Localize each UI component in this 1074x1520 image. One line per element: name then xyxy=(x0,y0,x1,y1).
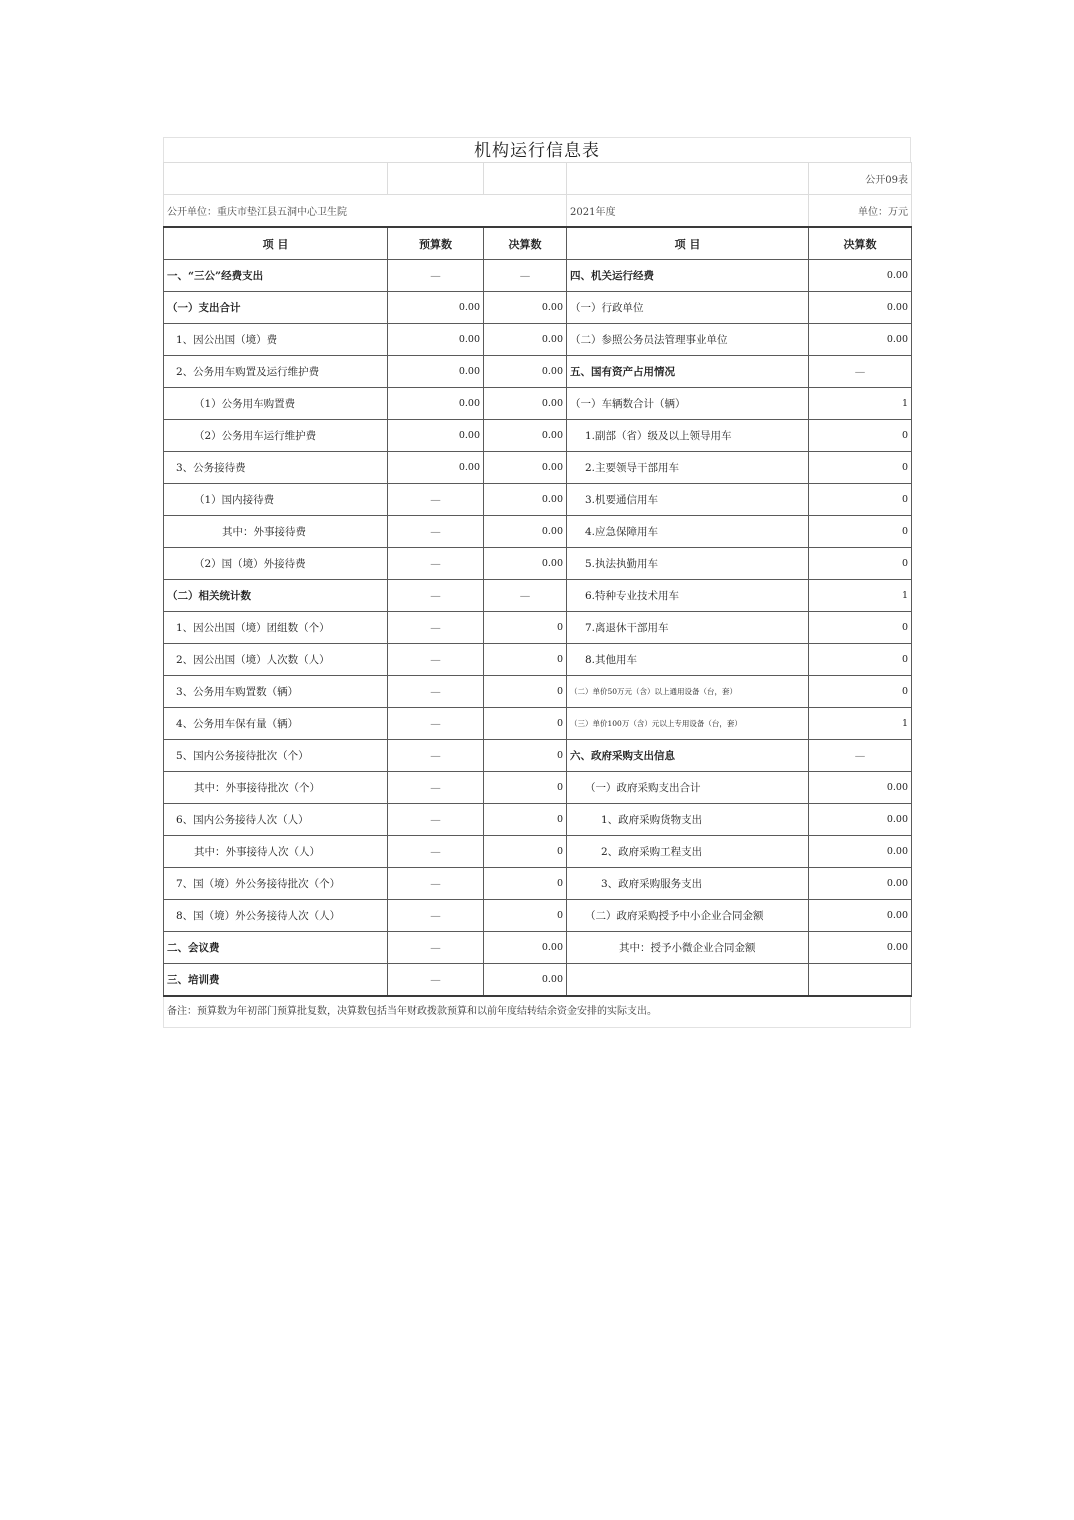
budget-cell: — xyxy=(388,516,484,548)
right-final-cell: 0 xyxy=(809,420,912,452)
table-row xyxy=(164,964,912,997)
final-cell: 0.00 xyxy=(484,388,567,420)
footnote: 备注：预算数为年初部门预算批复数，决算数包括当年财政拨款预算和以前年度结转结余资金安排的实际支出。 xyxy=(163,997,911,1028)
right-item-cell: 六、政府采购支出信息 xyxy=(567,740,809,772)
header-final-right: 决算数 xyxy=(809,227,912,260)
final-cell: — xyxy=(484,580,567,612)
left-item-cell: 三、培训费 xyxy=(164,964,388,997)
right-item-cell: （一）车辆数合计（辆） xyxy=(567,388,809,420)
left-item-cell: （2）公务用车运行维护费 xyxy=(164,420,388,452)
left-item-cell: 5、国内公务接待批次（个） xyxy=(164,740,388,772)
reporting-unit: 公开单位：重庆市垫江县五洞中心卫生院 xyxy=(164,195,484,228)
final-cell: 0.00 xyxy=(484,932,567,964)
right-item-cell: （二）政府采购授予中小企业合同金额 xyxy=(567,900,809,932)
right-final-cell: — xyxy=(809,356,912,388)
table-row xyxy=(164,516,912,548)
right-item-cell: （二）单价50万元（含）以上通用设备（台，套） xyxy=(567,676,809,708)
budget-cell: 0.00 xyxy=(388,324,484,356)
table-row xyxy=(164,804,912,836)
header-item: 项 目 xyxy=(164,227,388,260)
budget-cell: — xyxy=(388,932,484,964)
unit-row xyxy=(164,195,912,228)
table-row xyxy=(164,548,912,580)
money-unit: 单位：万元 xyxy=(809,195,912,228)
header-final: 决算数 xyxy=(484,227,567,260)
final-cell: 0 xyxy=(484,900,567,932)
final-cell: 0 xyxy=(484,772,567,804)
table-row xyxy=(164,452,912,484)
final-cell: 0 xyxy=(484,644,567,676)
budget-cell: 0.00 xyxy=(388,356,484,388)
left-item-cell: 7、国（境）外公务接待批次（个） xyxy=(164,868,388,900)
final-cell: 0 xyxy=(484,676,567,708)
budget-cell: 0.00 xyxy=(388,388,484,420)
right-final-cell: 0 xyxy=(809,612,912,644)
budget-cell: 0.00 xyxy=(388,452,484,484)
right-final-cell: 1 xyxy=(809,580,912,612)
left-item-cell: 6、国内公务接待人次（人） xyxy=(164,804,388,836)
right-final-cell: 0.00 xyxy=(809,868,912,900)
left-item-cell: （一）支出合计 xyxy=(164,292,388,324)
right-item-cell: （三）单价100万（含）元以上专用设备（台，套） xyxy=(567,708,809,740)
budget-cell: — xyxy=(388,868,484,900)
right-final-cell: 0.00 xyxy=(809,260,912,292)
table-row xyxy=(164,484,912,516)
budget-cell: — xyxy=(388,676,484,708)
final-cell: 0 xyxy=(484,836,567,868)
right-final-cell: 0 xyxy=(809,452,912,484)
left-item-cell: 1、因公出国（境）团组数（个） xyxy=(164,612,388,644)
budget-cell: — xyxy=(388,260,484,292)
fiscal-year: 2021年度 xyxy=(567,195,809,228)
final-cell: 0 xyxy=(484,708,567,740)
final-cell: 0.00 xyxy=(484,484,567,516)
right-item-cell: 四、机关运行经费 xyxy=(567,260,809,292)
left-item-cell: 4、公务用车保有量（辆） xyxy=(164,708,388,740)
final-cell: 0 xyxy=(484,740,567,772)
budget-cell: — xyxy=(388,964,484,997)
left-item-cell: 1、因公出国（境）费 xyxy=(164,324,388,356)
right-final-cell: 0 xyxy=(809,484,912,516)
table-row xyxy=(164,612,912,644)
table-row xyxy=(164,900,912,932)
table-row xyxy=(164,676,912,708)
budget-cell: — xyxy=(388,484,484,516)
table-row xyxy=(164,644,912,676)
right-item-cell: 五、国有资产占用情况 xyxy=(567,356,809,388)
final-cell: — xyxy=(484,260,567,292)
table-row xyxy=(164,324,912,356)
left-item-cell: 一、“三公”经费支出 xyxy=(164,260,388,292)
header-item-right: 项 目 xyxy=(567,227,809,260)
right-final-cell: 0.00 xyxy=(809,932,912,964)
budget-cell: 0.00 xyxy=(388,292,484,324)
left-item-cell: 其中：外事接待批次（个） xyxy=(164,772,388,804)
table-row xyxy=(164,388,912,420)
left-item-cell: 3、公务接待费 xyxy=(164,452,388,484)
right-item-cell: 8.其他用车 xyxy=(567,644,809,676)
budget-cell: — xyxy=(388,708,484,740)
budget-cell: — xyxy=(388,548,484,580)
left-item-cell: 3、公务用车购置数（辆） xyxy=(164,676,388,708)
header-row xyxy=(164,227,912,260)
right-final-cell: 0.00 xyxy=(809,772,912,804)
table-row xyxy=(164,580,912,612)
final-cell: 0 xyxy=(484,868,567,900)
right-final-cell: 0 xyxy=(809,644,912,676)
final-cell: 0.00 xyxy=(484,964,567,997)
table-row xyxy=(164,772,912,804)
left-item-cell: 8、国（境）外公务接待人次（人） xyxy=(164,900,388,932)
form-number-row xyxy=(164,163,912,195)
budget-cell: 0.00 xyxy=(388,420,484,452)
right-item-cell: 2、政府采购工程支出 xyxy=(567,836,809,868)
left-item-cell: 其中：外事接待人次（人） xyxy=(164,836,388,868)
right-final-cell: 0 xyxy=(809,516,912,548)
final-cell: 0.00 xyxy=(484,324,567,356)
final-cell: 0 xyxy=(484,612,567,644)
right-item-cell: 4.应急保障用车 xyxy=(567,516,809,548)
right-final-cell: 0.00 xyxy=(809,324,912,356)
right-item-cell: 6.特种专业技术用车 xyxy=(567,580,809,612)
right-final-cell: 0.00 xyxy=(809,900,912,932)
right-final-cell: — xyxy=(809,740,912,772)
right-item-cell xyxy=(567,964,809,997)
right-item-cell: 7.离退休干部用车 xyxy=(567,612,809,644)
budget-cell: — xyxy=(388,804,484,836)
sheet-title: 机构运行信息表 xyxy=(163,137,911,162)
right-final-cell: 0 xyxy=(809,548,912,580)
right-final-cell: 0.00 xyxy=(809,836,912,868)
right-item-cell: 其中：授予小微企业合同金额 xyxy=(567,932,809,964)
final-cell: 0.00 xyxy=(484,356,567,388)
right-final-cell: 0 xyxy=(809,676,912,708)
right-item-cell: 5.执法执勤用车 xyxy=(567,548,809,580)
right-final-cell: 1 xyxy=(809,388,912,420)
budget-cell: — xyxy=(388,612,484,644)
table-row xyxy=(164,836,912,868)
table-row xyxy=(164,356,912,388)
left-item-cell: （1）国内接待费 xyxy=(164,484,388,516)
right-item-cell: 3.机要通信用车 xyxy=(567,484,809,516)
header-budget: 预算数 xyxy=(388,227,484,260)
form-number: 公开09表 xyxy=(809,163,912,195)
table-row xyxy=(164,868,912,900)
table-row xyxy=(164,708,912,740)
right-item-cell: 3、政府采购服务支出 xyxy=(567,868,809,900)
left-item-cell: 二、会议费 xyxy=(164,932,388,964)
final-cell: 0.00 xyxy=(484,516,567,548)
right-item-cell: （一）政府采购支出合计 xyxy=(567,772,809,804)
budget-cell: — xyxy=(388,644,484,676)
left-item-cell: 2、因公出国（境）人次数（人） xyxy=(164,644,388,676)
final-cell: 0.00 xyxy=(484,548,567,580)
final-cell: 0 xyxy=(484,804,567,836)
budget-cell: — xyxy=(388,836,484,868)
right-item-cell: 1、政府采购货物支出 xyxy=(567,804,809,836)
budget-cell: — xyxy=(388,900,484,932)
right-item-cell: 1.副部（省）级及以上领导用车 xyxy=(567,420,809,452)
final-cell: 0.00 xyxy=(484,420,567,452)
final-cell: 0.00 xyxy=(484,452,567,484)
right-final-cell: 1 xyxy=(809,708,912,740)
left-item-cell: 其中：外事接待费 xyxy=(164,516,388,548)
right-final-cell: 0.00 xyxy=(809,804,912,836)
right-item-cell: （一）行政单位 xyxy=(567,292,809,324)
right-item-cell: 2.主要领导干部用车 xyxy=(567,452,809,484)
left-item-cell: （二）相关统计数 xyxy=(164,580,388,612)
info-sheet xyxy=(163,137,911,1028)
right-item-cell: （二）参照公务员法管理事业单位 xyxy=(567,324,809,356)
final-cell: 0.00 xyxy=(484,292,567,324)
right-final-cell xyxy=(809,964,912,997)
table-row xyxy=(164,260,912,292)
left-item-cell: （2）国（境）外接待费 xyxy=(164,548,388,580)
left-item-cell: 2、公务用车购置及运行维护费 xyxy=(164,356,388,388)
operation-info-table xyxy=(163,162,912,997)
table-row xyxy=(164,420,912,452)
budget-cell: — xyxy=(388,580,484,612)
table-row xyxy=(164,292,912,324)
table-row xyxy=(164,740,912,772)
budget-cell: — xyxy=(388,740,484,772)
right-final-cell: 0.00 xyxy=(809,292,912,324)
budget-cell: — xyxy=(388,772,484,804)
table-row xyxy=(164,932,912,964)
left-item-cell: （1）公务用车购置费 xyxy=(164,388,388,420)
